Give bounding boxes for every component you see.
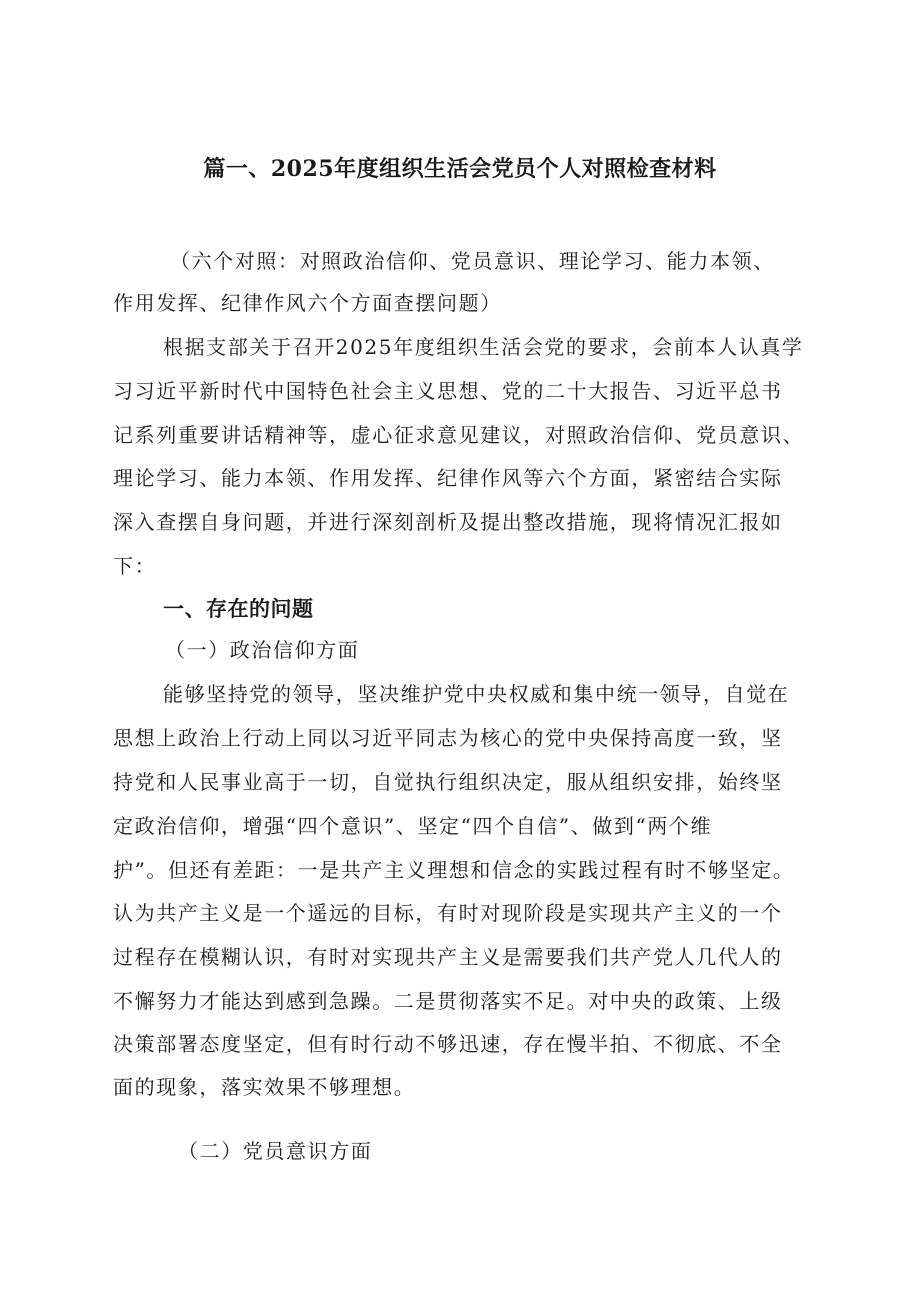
subheading-party-awareness: （二）党员意识方面 [178, 1139, 373, 1163]
para1-line-3: 记系列重要讲话精神等，虚心征求意见建议，对照政治信仰、党员意识、 [113, 423, 805, 447]
para2-line-3: 持党和人民事业高于一切，自觉执行组织决定，服从组织安排，始终坚 [113, 770, 783, 794]
para2-line-4: 定政治信仰，增强“四个意识”、坚定“四个自信”、做到“两个维 [113, 814, 713, 838]
para2-line-9: 决策部署态度坚定，但有时行动不够迅速，存在慢半拍、不彻底、不全 [113, 1032, 783, 1056]
subheading-political-belief: （一）政治信仰方面 [165, 638, 360, 662]
para2-line-6: 认为共产主义是一个遥远的目标，有时对现阶段是实现共产主义的一个 [113, 901, 783, 925]
para1-line-2: 习习近平新时代中国特色社会主义思想、党的二十大报告、习近平总书 [113, 379, 783, 403]
intro-line-2: 作用发挥、纪律作风六个方面查摆问题） [113, 291, 502, 315]
para2-line-5: 护”。但还有差距：一是共产主义理想和信念的实践过程有时不够坚定。 [113, 858, 795, 882]
para1-line-5: 深入查摆自身问题，并进行深刻剖析及提出整改措施，现将情况汇报如 [113, 510, 783, 534]
section-heading-problems: 一、存在的问题 [163, 596, 314, 621]
para2-line-2: 思想上政治上行动上同以习近平同志为核心的党中央保持高度一致，坚 [113, 726, 783, 750]
para2-line-10: 面的现象，落实效果不够理想。 [113, 1075, 416, 1099]
para2-line-1: 能够坚持党的领导，坚决维护党中央权威和集中统一领导，自觉在 [163, 682, 790, 706]
document-title: 篇一、2025年度组织生活会党员个人对照检查材料 [203, 156, 717, 182]
para1-line-6: 下： [113, 554, 157, 578]
para1-line-1: 根据支部关于召开2025年度组织生活会党的要求，会前本人认真学 [163, 335, 804, 359]
intro-line-1: （六个对照：对照政治信仰、党员意识、理论学习、能力本领、 [170, 249, 775, 273]
para2-line-8: 不懈努力才能达到感到急躁。二是贯彻落实不足。对中央的政策、上级 [113, 989, 783, 1013]
para2-line-7: 过程存在模糊认识，有时对实现共产主义是需要我们共产党人几代人的 [113, 945, 783, 969]
para1-line-4: 理论学习、能力本领、作用发挥、纪律作风等六个方面，紧密结合实际 [113, 466, 783, 490]
